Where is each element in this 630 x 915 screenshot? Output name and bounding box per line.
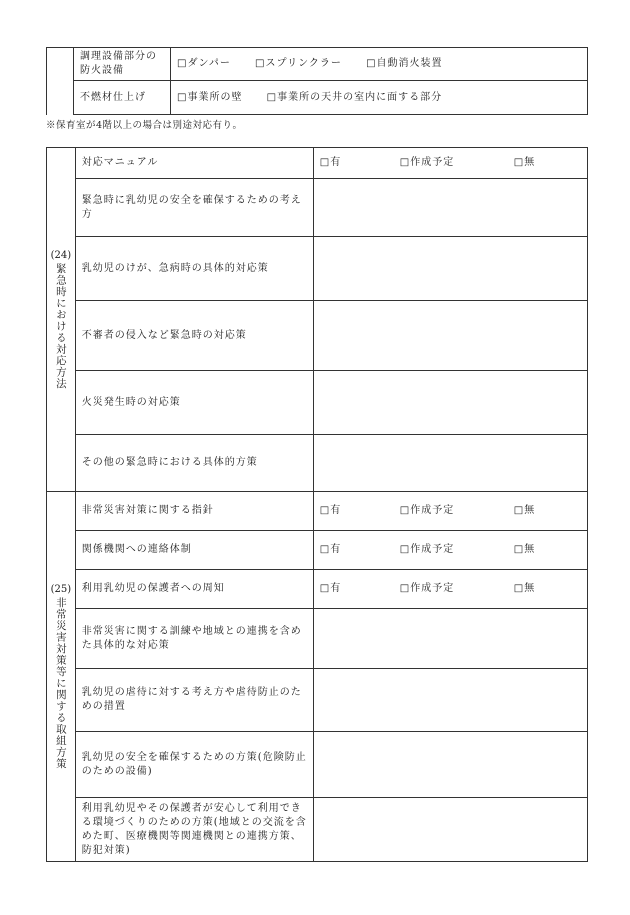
s24-item-label: 火災発生時の対応策 <box>75 371 313 435</box>
fire-prevention-table <box>46 47 588 115</box>
section24-number: (24) <box>50 250 72 262</box>
answer-cell[interactable] <box>313 798 587 862</box>
s25-item-label: 利用乳幼児やその保護者が安心して利用できる環境づくりのための方策(地域との交流を含めた町、医療機関等関連機関との連携方策、防犯対策) <box>75 798 313 862</box>
table-side-cell <box>47 48 74 115</box>
checkbox-sprinkler[interactable]: □スプリンクラー <box>255 58 342 69</box>
checkbox-yes[interactable]: □有 <box>319 583 342 594</box>
s25-options <box>313 531 587 570</box>
fire-equipment-options <box>171 48 588 81</box>
checkbox-no[interactable]: □無 <box>513 544 536 555</box>
section25-title: 非常災害対策等に関する取組方策 <box>54 597 67 770</box>
s25-item-label: 利用乳幼児の保護者への周知 <box>75 570 313 609</box>
checkbox-planned[interactable]: □作成予定 <box>399 157 455 168</box>
s24-item-label: 不審者の侵入など緊急時の対応策 <box>75 301 313 371</box>
fire-equipment-label: 調理設備部分の防火設備 <box>74 48 171 81</box>
answer-cell[interactable] <box>313 371 587 435</box>
answer-cell[interactable] <box>313 435 587 492</box>
s25-item-label: 関係機関への連絡体制 <box>75 531 313 570</box>
checkbox-office-wall[interactable]: □事業所の壁 <box>177 91 243 103</box>
checkbox-no[interactable]: □無 <box>513 583 536 594</box>
s25-options <box>313 492 587 531</box>
answer-cell[interactable] <box>313 669 587 732</box>
section25-header <box>47 492 76 862</box>
answer-cell[interactable] <box>313 237 587 301</box>
answer-cell[interactable] <box>313 179 587 237</box>
s25-item-label: 乳幼児の安全を確保するための方策(危険防止のための設備) <box>75 732 313 798</box>
checkbox-damper[interactable]: □ダンパー <box>177 58 231 69</box>
checkbox-no[interactable]: □無 <box>513 157 536 168</box>
checkbox-office-ceiling[interactable]: □事業所の天井の室内に面する部分 <box>266 91 443 103</box>
floor-note: ※保育室が4階以上の場合は別途対応有り。 <box>46 120 243 131</box>
section24-title: 緊急時における対応方法 <box>54 263 67 390</box>
s25-item-label: 非常災害対策に関する指針 <box>75 492 313 531</box>
s25-options <box>313 570 587 609</box>
s25-item-label: 乳幼児の虐待に対する考え方や虐待防止のための措置 <box>75 669 313 732</box>
emergency-table <box>46 147 588 862</box>
nonflammable-finish-label: 不燃材仕上げ <box>74 81 171 115</box>
checkbox-planned[interactable]: □作成予定 <box>399 505 455 516</box>
checkbox-auto-extinguisher[interactable]: □自動消火装置 <box>366 58 443 69</box>
s24-manual-options <box>313 148 587 179</box>
s24-item-label: 乳幼児のけが、急病時の具体的対応策 <box>75 237 313 301</box>
answer-cell[interactable] <box>313 732 587 798</box>
checkbox-no[interactable]: □無 <box>513 505 536 516</box>
answer-cell[interactable] <box>313 609 587 669</box>
s24-item-label: 緊急時に乳幼児の安全を確保するための考え方 <box>75 179 313 237</box>
nonflammable-finish-options <box>171 81 588 115</box>
checkbox-planned[interactable]: □作成予定 <box>399 583 455 594</box>
checkbox-yes[interactable]: □有 <box>319 505 342 516</box>
answer-cell[interactable] <box>313 301 587 371</box>
checkbox-yes[interactable]: □有 <box>319 157 342 168</box>
section24-header <box>47 148 76 492</box>
s24-manual-label: 対応マニュアル <box>75 148 313 179</box>
checkbox-yes[interactable]: □有 <box>319 544 342 555</box>
s24-item-label: その他の緊急時における具体的方策 <box>75 435 313 492</box>
section25-number: (25) <box>50 584 72 596</box>
s25-item-label: 非常災害に関する訓練や地域との連携を含めた具体的な対応策 <box>75 609 313 669</box>
checkbox-planned[interactable]: □作成予定 <box>399 544 455 555</box>
